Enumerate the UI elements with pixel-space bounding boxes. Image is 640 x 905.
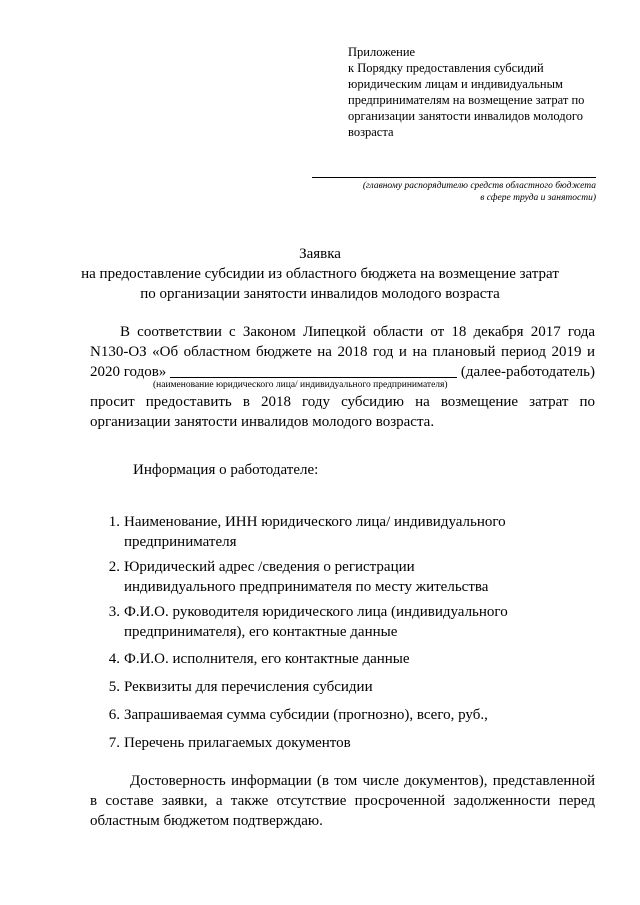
recipient-note-line1: (главному распорядителю средств областного бюджета <box>362 181 596 191</box>
list-item-line1: Перечень прилагаемых документов <box>124 735 351 751</box>
employer-name-blank <box>170 363 457 378</box>
list-item-line2: индивидуального предпринимателя по месту жительства <box>124 579 489 595</box>
closing-line3: областным бюджетом подтверждаю. <box>90 813 323 829</box>
list-item-number: 7. <box>108 735 120 751</box>
employer-name-note: (наименование юридического лица/ индивидуального предпринимателя) <box>153 380 448 390</box>
list-item-number: 3. <box>108 604 120 620</box>
list-item <box>0 677 640 697</box>
list-item-number: 4. <box>108 651 120 667</box>
title-line2: на предоставление субсидии из областного бюджета на возмещение затрат <box>81 266 559 282</box>
list-item-line1: Реквизиты для перечисления субсидии <box>124 679 373 695</box>
appendix-block <box>348 44 584 140</box>
list-item <box>0 557 640 597</box>
title-line1: Заявка <box>299 246 341 262</box>
appendix-line: возраста <box>348 125 394 139</box>
intro-line2: N130-ОЗ «Об областном бюджете на 2018 год и на плановый период 2019 и <box>90 344 595 360</box>
info-header: Информация о работодателе: <box>133 462 319 478</box>
list-item-line2: предпринимателя), его контактные данные <box>124 624 398 640</box>
list-item <box>0 602 640 642</box>
document-title <box>0 244 640 304</box>
list-item-line1: Ф.И.О. исполнителя, его контактные данные <box>124 651 410 667</box>
intro-line1: В соответствии с Законом Липецкой области от 18 декабря 2017 года <box>120 324 595 340</box>
list-item-text <box>124 512 506 552</box>
list-item <box>0 512 640 552</box>
appendix-line: предпринимателям на возмещение затрат по <box>348 93 585 107</box>
recipient-note <box>363 180 596 204</box>
list-item-number: 1. <box>108 514 120 530</box>
list-item-line1: Наименование, ИНН юридического лица/ индивидуального <box>124 514 506 530</box>
title-line3: по организации занятости инвалидов молодого возраста <box>140 286 500 302</box>
list-item-text <box>124 557 488 597</box>
list-item <box>0 733 640 753</box>
list-item-line1: Запрашиваемая сумма субсидии (прогнозно), всего, руб., <box>124 707 488 723</box>
list-item-line2: предпринимателя <box>124 534 237 550</box>
recipient-note-line2: в сфере труда и занятости) <box>480 193 596 203</box>
list-item-number: 5. <box>108 679 120 695</box>
list-item <box>0 649 640 669</box>
appendix-line: юридическим лицам и индивидуальным <box>348 77 563 91</box>
list-item-line1: Юридический адрес /сведения о регистрации <box>124 559 415 575</box>
appendix-line: организации занятости инвалидов молодого <box>348 109 583 123</box>
closing-line2: в составе заявки, а также отсутствие просроченной задолженности перед <box>90 793 595 809</box>
list-item-number: 6. <box>108 707 120 723</box>
list-item-text <box>124 602 508 642</box>
list-item-number: 2. <box>108 559 120 575</box>
appendix-line: к Порядку предоставления субсидий <box>348 61 544 75</box>
closing-line1: Достоверность информации (в том числе документов), представленной <box>130 773 595 789</box>
intro-line5: организации занятости инвалидов молодого возраста. <box>90 414 435 430</box>
recipient-blank-line <box>312 177 596 178</box>
list-item <box>0 705 640 725</box>
list-item-line1: Ф.И.О. руководителя юридического лица (индивидуального <box>124 604 508 620</box>
intro-line4: просит предоставить в 2018 году субсидию на возмещение затрат по <box>90 394 595 410</box>
appendix-line: Приложение <box>348 45 416 59</box>
intro-line3-end: (далее-работодатель) <box>460 364 595 380</box>
intro-line3-start: 2020 годов» <box>90 364 167 380</box>
